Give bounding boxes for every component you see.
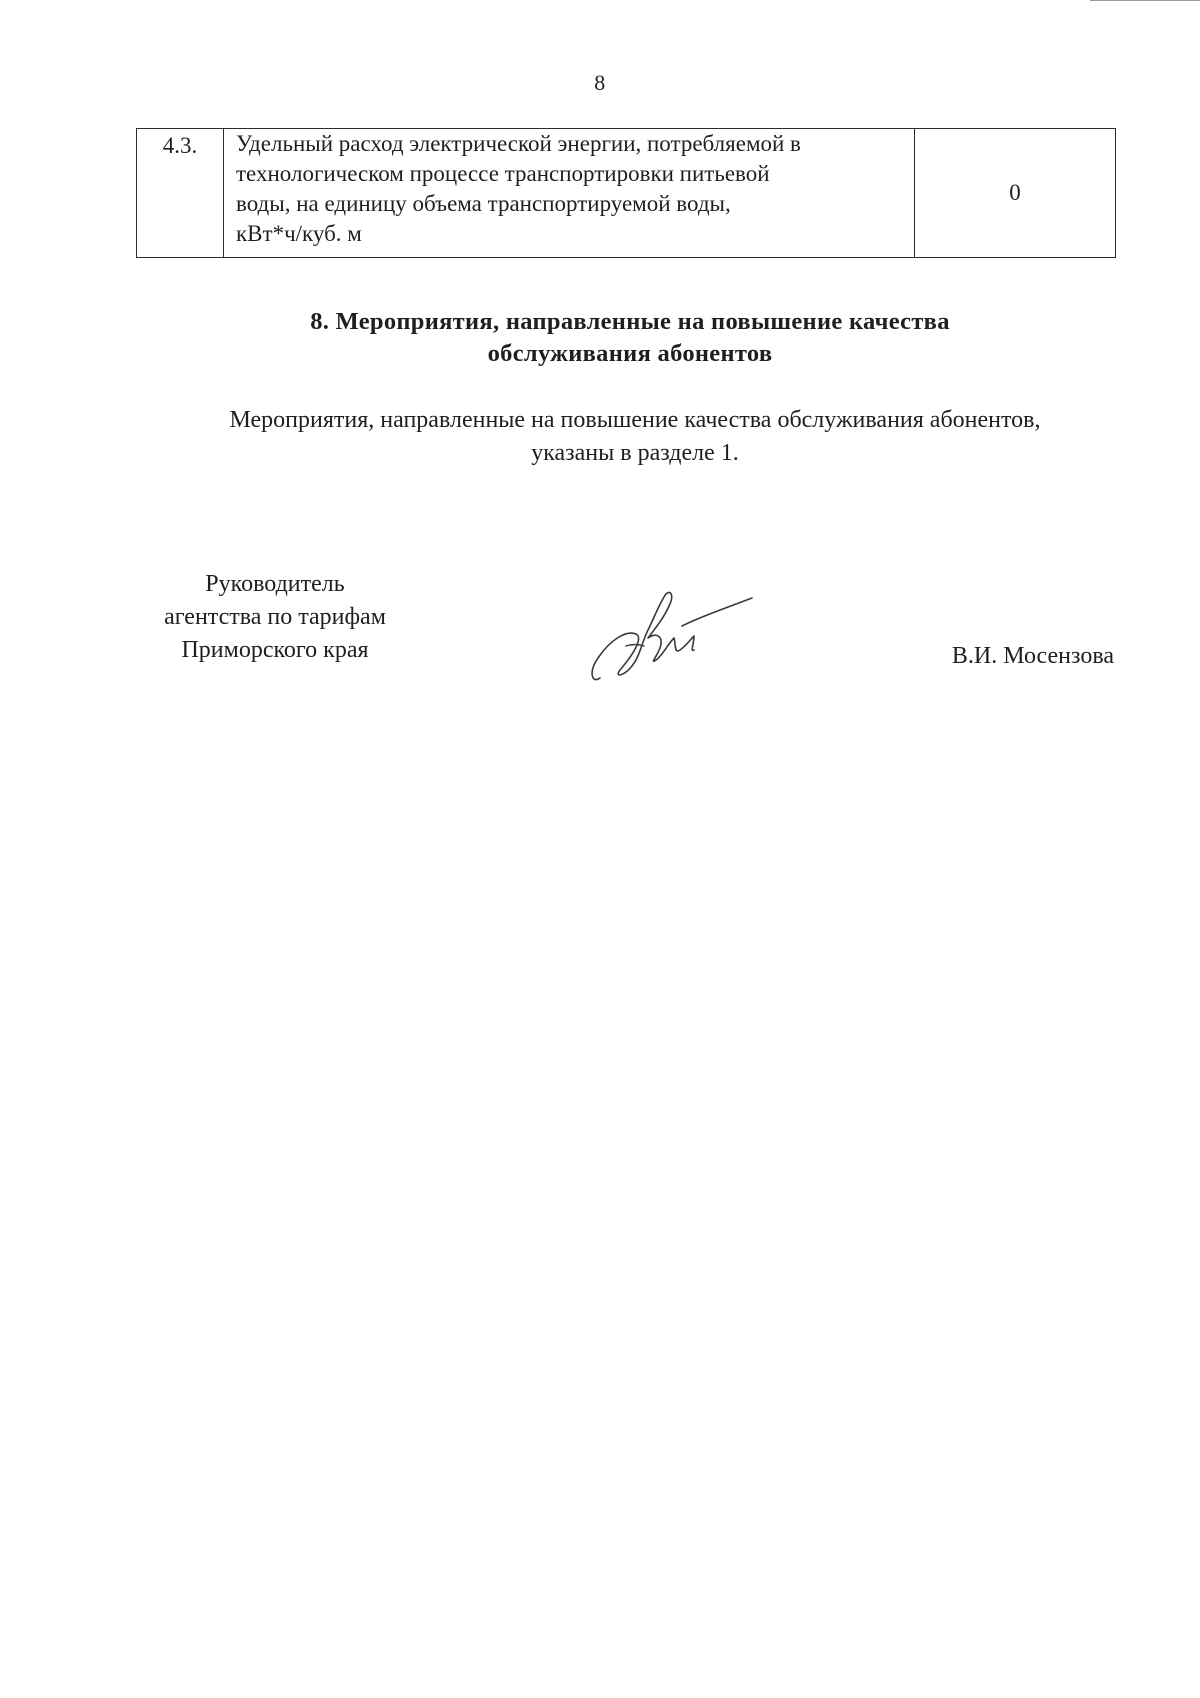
scan-edge-mark [1090, 0, 1200, 7]
signature-stroke [592, 592, 694, 679]
section-body-line: Мероприятия, направленные на повышение качества обслуживания абонентов, [229, 407, 1041, 433]
signatory-position [130, 568, 420, 667]
row-description-cell [224, 129, 915, 258]
table-row [137, 129, 1116, 258]
signatory-position-line: агентства по тарифам [164, 604, 386, 630]
signatory-position-line: Приморского края [181, 637, 369, 663]
description-line: воды, на единицу объема транспортируемой воды, [236, 191, 731, 216]
handwritten-signature [586, 586, 756, 691]
description-line: Удельный расход электрической энергии, потребляемой в [236, 131, 801, 156]
page-number: 8 [594, 70, 606, 95]
section-body-line: указаны в разделе 1. [531, 440, 739, 466]
description-line: кВт*ч/куб. м [236, 221, 362, 246]
section-body [140, 404, 1130, 470]
indicator-table [136, 128, 1116, 258]
signature-stroke [626, 645, 644, 647]
signatory-name: В.И. Мосензова [951, 643, 1114, 669]
row-value-cell: 0 [915, 129, 1116, 258]
section-heading-line: обслуживания абонентов [487, 340, 773, 367]
signature-stroke [682, 598, 752, 626]
section-heading [150, 306, 1110, 370]
section-heading-line: 8. Мероприятия, направленные на повышение качества [310, 308, 950, 335]
row-number-cell: 4.3. [137, 129, 224, 258]
signatory-position-line: Руководитель [205, 571, 345, 597]
description-line: технологическом процессе транспортировки питьевой [236, 161, 770, 186]
